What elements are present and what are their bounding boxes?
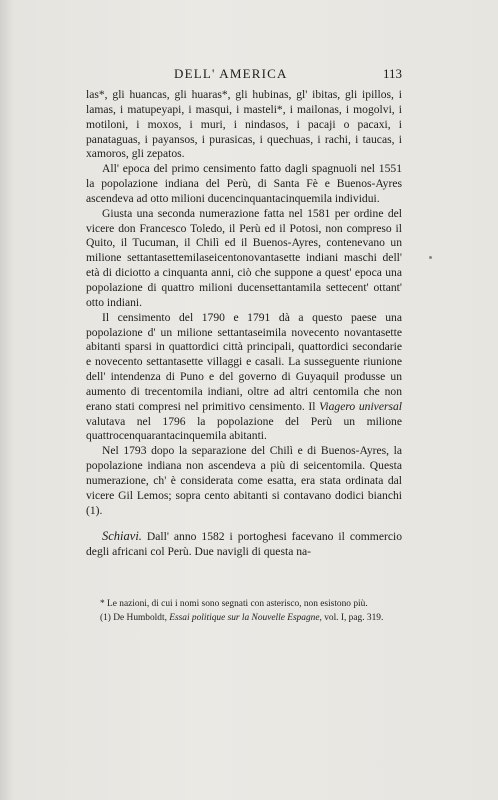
paragraph-4-italic-title: Viagero universal bbox=[319, 399, 403, 413]
section-title: Schiavi. bbox=[102, 529, 142, 544]
main-text bbox=[86, 88, 402, 560]
paragraph-4-text-a: Il censimento del 1790 e 1791 dà a questo paese una popolazione d' un milione settantaseimila novecento novantasette abitanti sparsi in quattordici città principali, quattordici secondarie e novecento settantasette villaggi e casali. La susseguente riunione dell' intendenza di Puno e del governo di Guyaquil produsse un aumento di trecentomila indiani, oltre ad altri centomila che non erano stati compresi nel primitivo censimento. Il bbox=[86, 310, 402, 413]
paragraph-3: Giusta una seconda numerazione fatta nel 1581 per ordine del vicere don Francesco Toledo, il Perù ed il Potosi, non compreso il Quito, il Tucuman, il Chilì ed il Buenos-Ayres, contenevano un milione settantasettemilaseicentonovantasette indiani maschi dell' età di diciotto a cinquanta anni, ciò che suppone a quest' epoca una popolazione di quattro milioni ducensettantamila settecent' ottant' otto indiani. bbox=[86, 206, 402, 309]
paragraph-2: All' epoca del primo censimento fatto dagli spagnuoli nel 1551 la popolazione indiana del Perù, di Santa Fè e Buenos-Ayres ascendeva ad otto milioni ducencinquantacinquemila individui. bbox=[86, 162, 402, 205]
page-number: 113 bbox=[382, 66, 402, 81]
section-schiavi bbox=[86, 529, 402, 560]
footnote-1-text-b: , vol. I, pag. 319. bbox=[319, 612, 384, 623]
section-text: Dall' anno 1582 i portoghesi facevano il commercio degli africani col Perù. Due navigli di questa na- bbox=[86, 530, 402, 559]
paragraph-1: las*, gli huancas, gli huaras*, gli hubinas, gl' ibitas, gli ipillos, i lamas, i matupeyapi, i masqui, i masteli*, i mailonas, i mogolvi, i motiloni, i moxos, i muri, i nindasos, i pacaji o pacaxi, i panataguas, i payansos, i purasicas, i quechuas, i rachi, i taucas, i xamoros, gli zepatos. bbox=[86, 88, 402, 161]
margin-speck bbox=[429, 256, 432, 259]
footnotes bbox=[86, 598, 402, 625]
paragraph-5: Nel 1793 dopo la separazione del Chilì e di Buenos-Ayres, la popolazione indiana non ascendeva a più di seicentomila. Questa numerazione, ch' è considerata come esatta, era stata ordinata dal vicere Gil Lemos; sopra cento abitanti si contavano dodici bianchi (1). bbox=[86, 444, 402, 517]
paragraph-4 bbox=[86, 311, 402, 445]
footnote-asterisk: * Le nazioni, di cui i nomi sono segnati con asterisco, non esistono più. bbox=[100, 599, 368, 609]
footnote-1-italic-title: Essai politique sur la Nouvelle Espagne bbox=[169, 612, 320, 623]
footnote-1-text-a: (1) De Humboldt, bbox=[100, 612, 170, 623]
paragraph-4-text-b: valutava nel 1796 la popolazione del Perù un milione quattrocenquarantacinquemila abitanti. bbox=[86, 414, 402, 443]
running-head: DELL' AMERICA bbox=[174, 66, 288, 81]
page-header bbox=[86, 66, 402, 84]
footnote-1 bbox=[86, 612, 402, 626]
